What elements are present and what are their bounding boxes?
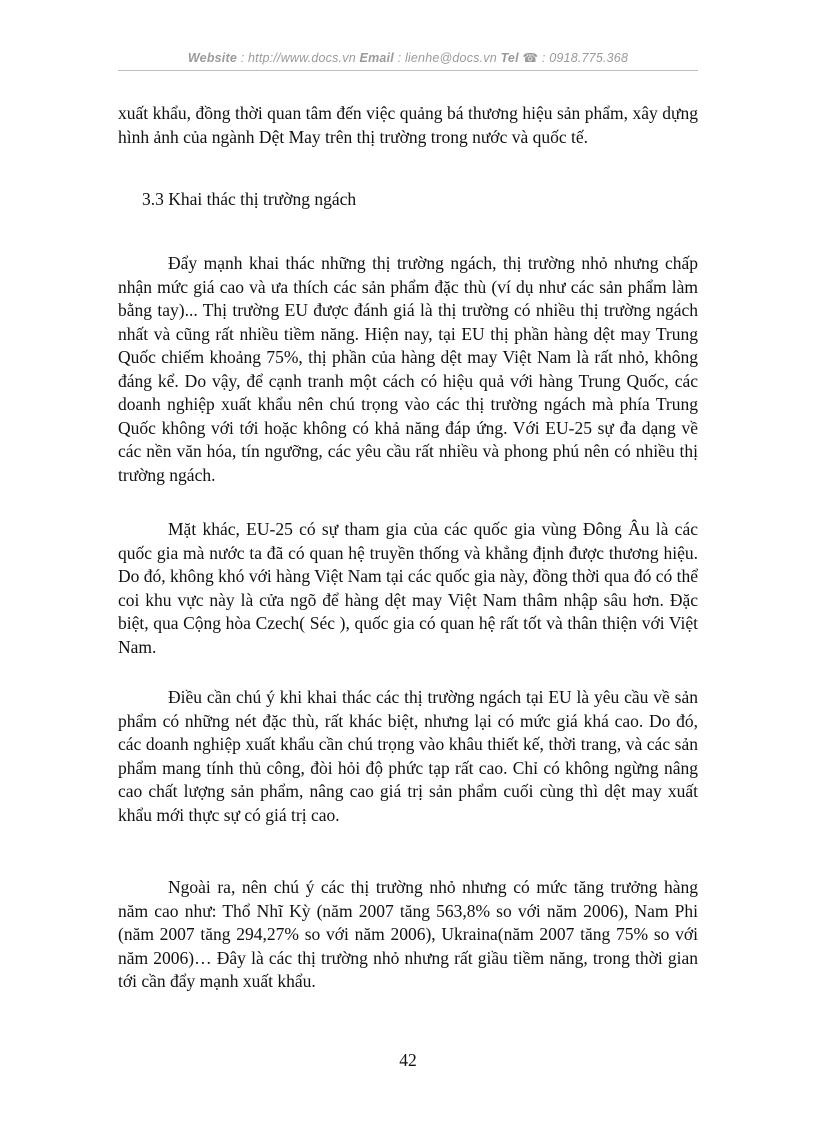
website-value[interactable]: : http://www.docs.vn [240,51,356,65]
email-value[interactable]: : lienhe@docs.vn [397,51,497,65]
section-heading: 3.3 Khai thác thị trường ngách [142,189,357,209]
intro-paragraph: xuất khẩu, đồng thời quan tâm đến việc quảng bá thương hiệu sản phẩm, xây dựng hình ảnh của ngành Dệt May trên thị trường trong nước và quốc tế. [118,103,698,147]
header-divider [118,70,698,71]
body-paragraph-4: Ngoài ra, nên chú ý các thị trường nhỏ nhưng có mức tăng trưởng hàng năm cao như: Thổ Nhĩ Kỳ (năm 2007 tăng 563,8% so với năm 2006), Nam Phi (năm 2007 tăng 294,27% so với năm 2006), Ukraina(năm 2007 tăng 75% so với năm 2006)… Đây là các thị trường nhỏ nhưng rất giầu tiềm năng, trong thời gian tới cần đẩy mạnh xuất khẩu. [118,877,698,991]
website-label: Website [187,51,237,65]
tel-value: ☎ : 0918.775.368 [522,51,629,65]
body-paragraph-1: Đẩy mạnh khai thác những thị trường ngách, thị trường nhỏ nhưng chấp nhận mức giá cao và ưa thích các sản phẩm đặc thù (ví dụ như các sản phẩm làm bằng tay)... Thị trường EU được đánh giá là thị trường có nhiều thị trường ngách nhất và cũng rất nhiều tiềm năng. Hiện nay, tại EU thị phần hàng dệt may Trung Quốc chiếm khoảng 75%, thị phần của hàng dệt may Việt Nam là rất nhỏ, không đáng kể. Do vậy, để cạnh tranh một cách có hiệu quả với hàng Trung Quốc, các doanh nghiệp xuất khẩu nên chú trọng vào các thị trường ngách mà phía Trung Quốc không với tới hoặc không có khả năng đáp ứng. Với EU-25 sự đa dạng về các nền văn hóa, tín ngưỡng, các yêu cầu rất nhiều và phong phú nên có nhiều thị trường ngách. [118,253,698,485]
tel-label: Tel [500,51,519,65]
body-paragraph-2: Mặt khác, EU-25 có sự tham gia của các quốc gia vùng Đông Âu là các quốc gia mà nước ta đã có quan hệ truyền thống và khẳng định được thương hiệu. Do đó, không khó với hàng Việt Nam tại các quốc gia này, đồng thời qua đó có thể coi khu vực này là cửa ngõ để hàng dệt may Việt Nam thâm nhập sâu hơn. Đặc biệt, qua Cộng hòa Czech( Séc ), quốc gia có quan hệ rất tốt và thân thiện với Việt Nam. [118,519,698,657]
body-paragraph-3: Điều cần chú ý khi khai thác các thị trường ngách tại EU là yêu cầu về sản phẩm có những nét đặc thù, rất khác biệt, nhưng lại có mức giá khá cao. Do đó, các doanh nghiệp xuất khẩu cần chú trọng vào khâu thiết kế, thời trang, và các sản phẩm mang tính thủ công, đòi hỏi độ phức tạp rất cao. Chỉ có không ngừng nâng cao chất lượng sản phẩm, nâng cao giá trị sản phẩm cuối cùng thì dệt may xuất khẩu mới thực sự có giá trị cao. [118,687,698,825]
page-header [118,50,698,65]
email-label: Email [359,51,394,65]
page-number: 42 [399,1050,417,1070]
